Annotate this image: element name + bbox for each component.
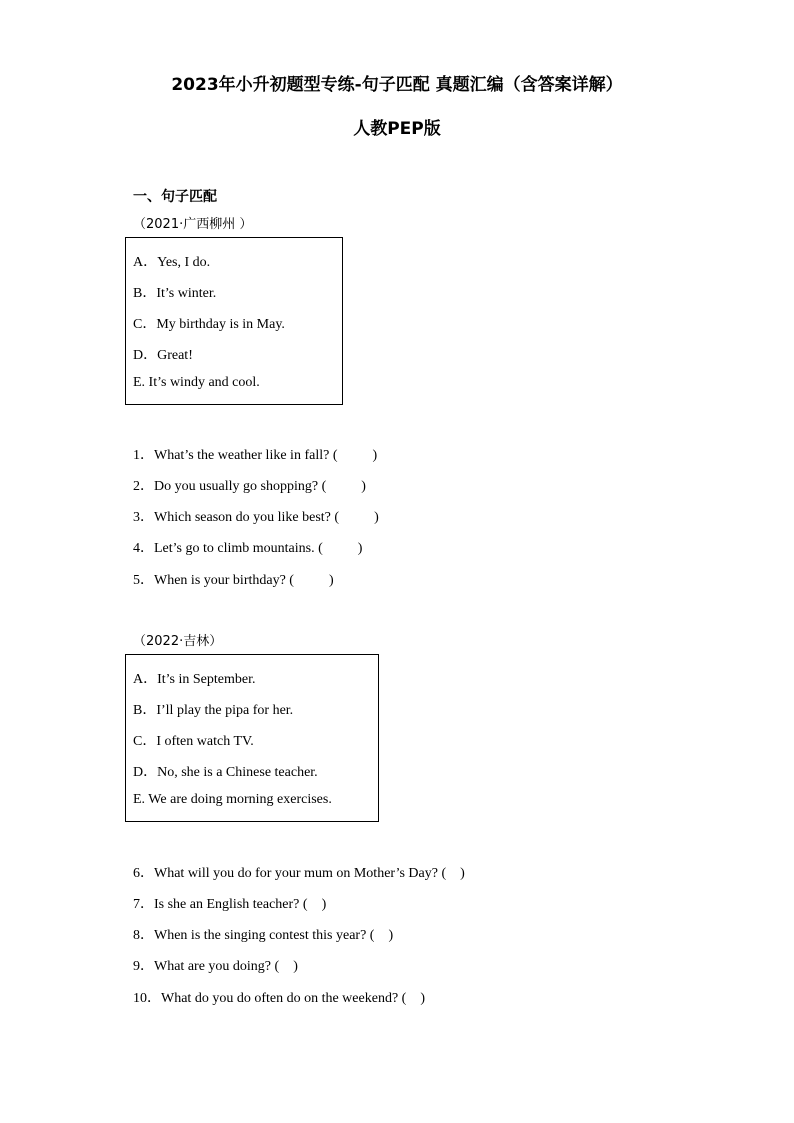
question-item [133,537,362,557]
answer-blank[interactable] [406,991,420,1007]
answer-blank[interactable] [337,448,372,464]
answer-blank[interactable] [339,510,374,526]
answer-blank[interactable] [446,866,460,882]
option-item: C．My birthday is in May. [133,317,285,332]
option-item: B．I’ll play the pipa for her. [133,703,294,718]
answer-blank[interactable] [323,541,358,557]
question-close: ) [361,479,366,494]
option-item: A．It’s in September. [133,672,256,687]
question-text: 8．When is the singing contest this year? ( [133,928,375,943]
page-subtitle: 人教PEP版 [353,119,441,139]
question-text: 7．Is she an English teacher? ( [133,897,308,912]
question-close: ) [328,573,334,588]
question-item [133,924,393,944]
option-item: B．It’s winter. [133,286,217,301]
question-item [133,569,334,589]
options-box [125,237,343,405]
option-item: A．Yes, I do. [133,255,211,270]
question-item [133,506,379,526]
answer-blank[interactable] [279,959,293,975]
question-item [133,862,465,882]
question-close: ) [374,510,379,525]
source-label: （2021·广西柳州 ） [133,217,253,232]
question-close: ) [372,448,378,463]
option-item: C．I often watch TV. [133,734,254,749]
answer-blank[interactable] [326,479,361,495]
question-item [133,987,425,1007]
question-item [133,475,366,495]
question-item [133,893,326,913]
question-item [133,444,377,464]
option-item: D．Great! [133,348,193,363]
option-item: D．No, she is a Chinese teacher. [133,765,318,780]
answer-blank[interactable] [374,928,388,944]
question-close: ) [460,866,465,881]
question-close: ) [388,928,394,943]
question-text: 6．What will you do for your mum on Mother’s Day? ( [133,866,447,881]
option-item: E. It’s windy and cool. [133,375,260,390]
question-item [133,955,298,975]
question-close: ) [357,541,363,556]
question-text: 9．What are you doing? ( [133,959,280,974]
question-close: ) [321,897,327,912]
options-box [125,654,379,822]
source-label: （2022·吉林） [133,634,223,649]
answer-blank[interactable] [294,573,329,589]
section-heading: 一、句子匹配 [133,189,217,205]
question-text: 1．What’s the weather like in fall? ( [133,448,338,463]
question-text: 2．Do you usually go shopping? ( [133,479,327,494]
question-text: 5．When is your birthday? ( [133,573,294,588]
answer-blank[interactable] [308,897,322,913]
question-text: 4．Let’s go to climb mountains. ( [133,541,323,556]
question-close: ) [293,959,298,974]
question-text: 3．Which season do you like best? ( [133,510,340,525]
option-item: E. We are doing morning exercises. [133,792,332,807]
page-title: 2023年小升初题型专练-句子匹配 真题汇编（含答案详解） [171,75,623,95]
question-close: ) [420,991,425,1006]
question-text: 10．What do you do often do on the weekend? ( [133,991,407,1006]
